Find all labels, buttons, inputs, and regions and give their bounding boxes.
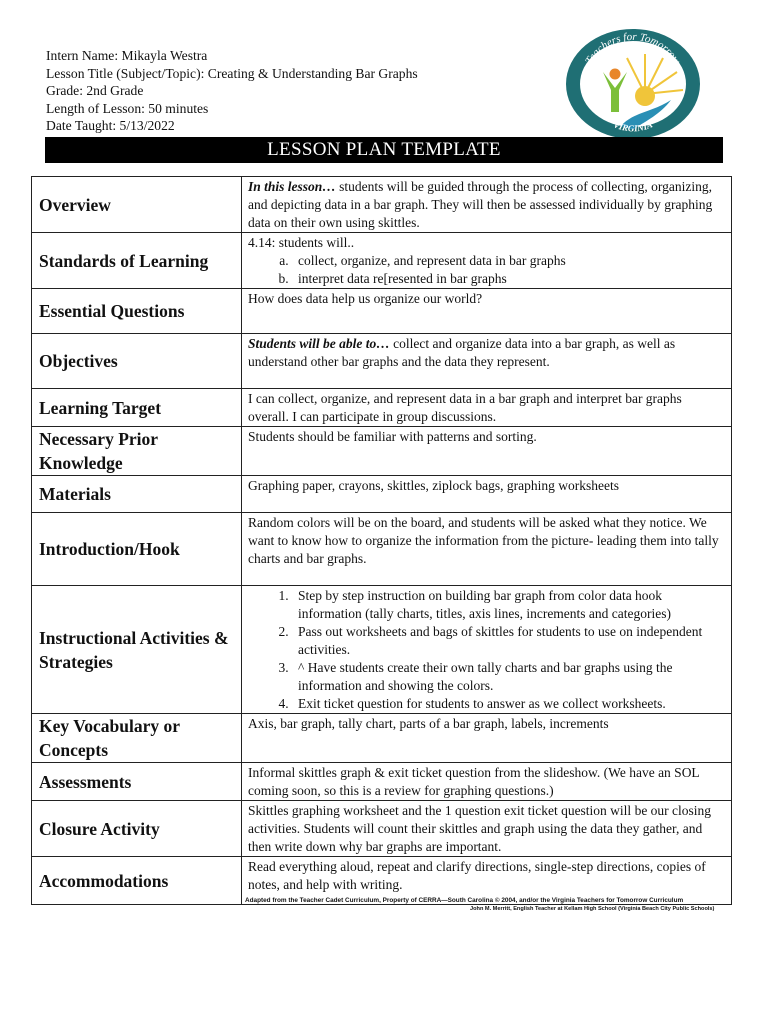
objectives-text: collect and organize data into a bar graph, as well as understand other bar graphs and the data they represent. bbox=[248, 336, 676, 369]
lesson-header bbox=[46, 47, 418, 135]
list-item: 3. ^ Have students create their own tally charts and bar graphs using the information and showing the colors. bbox=[292, 659, 725, 695]
essential-questions-label: Essential Questions bbox=[32, 289, 242, 334]
row-objectives bbox=[32, 334, 732, 389]
accommodations-text: Read everything aloud, repeat and clarify directions, single-step directions, copies of notes, and help with writing. bbox=[242, 857, 732, 905]
standards-list bbox=[248, 252, 725, 288]
row-assessments bbox=[32, 763, 732, 801]
intern-name: Intern Name: Mikayla Westra bbox=[46, 48, 208, 63]
page-title: LESSON PLAN TEMPLATE bbox=[45, 137, 723, 163]
row-closure bbox=[32, 801, 732, 857]
list-item: 1. Step by step instruction on building bar graph from color data hook information (tally charts, titles, axis lines, increments and categories) bbox=[292, 587, 725, 623]
footer-credit: John M. Merritt, English Teacher at Kellam High School (Virginia Beach City Public Schools) bbox=[470, 906, 715, 912]
prior-knowledge-label: Necessary Prior Knowledge bbox=[32, 427, 242, 476]
row-activities bbox=[32, 586, 732, 714]
objectives-label: Objectives bbox=[32, 334, 242, 389]
row-overview bbox=[32, 177, 732, 233]
activities-list bbox=[248, 587, 725, 713]
overview-label: Overview bbox=[32, 177, 242, 233]
row-standards bbox=[32, 233, 732, 289]
lesson-title: Lesson Title (Subject/Topic): Creating & Understanding Bar Graphs bbox=[46, 65, 418, 81]
learning-target-label: Learning Target bbox=[32, 389, 242, 427]
closure-label: Closure Activity bbox=[32, 801, 242, 857]
footer-attribution: Adapted from the Teacher Cadet Curriculum, Property of CERRA—South Carolina © 2004, and/or the Virginia Teachers for Tomorrow Curriculum bbox=[245, 897, 684, 904]
grade: Grade: 2nd Grade bbox=[46, 83, 144, 98]
standards-intro: 4.14: students will.. bbox=[248, 235, 355, 250]
teachers-for-tomorrow-logo bbox=[563, 26, 703, 142]
row-materials bbox=[32, 476, 732, 513]
list-item: b. interpret data re[resented in bar graphs bbox=[292, 270, 725, 288]
row-introduction bbox=[32, 513, 732, 586]
list-item: a. collect, organize, and represent data in bar graphs bbox=[292, 252, 725, 270]
overview-text: students will be guided through the process of collecting, organizing, and depicting data in a bar graph. They will then be assessed individually by graphing data on their own using skittles. bbox=[248, 179, 713, 230]
list-item: 2. Pass out worksheets and bags of skittles for students to use on independent activities. bbox=[292, 623, 725, 659]
introduction-label: Introduction/Hook bbox=[32, 513, 242, 586]
lesson-plan-table bbox=[31, 176, 732, 905]
activities-label: Instructional Activities & Strategies bbox=[32, 586, 242, 714]
standards-cell bbox=[242, 233, 732, 289]
closure-text: Skittles graphing worksheet and the 1 question exit ticket question will be our closing activities. Students will count their skittles and graph using the data they gather, and then write down why bar graphs are important. bbox=[242, 801, 732, 857]
assessments-text: Informal skittles graph & exit ticket question from the slideshow. (We have an SOL coming soon, so this is a review for graphing questions.) bbox=[242, 763, 732, 801]
materials-text: Graphing paper, crayons, skittles, ziplock bags, graphing worksheets bbox=[242, 476, 732, 513]
vocabulary-text: Axis, bar graph, tally chart, parts of a bar graph, labels, increments bbox=[242, 714, 732, 763]
lesson-length: Length of Lesson: 50 minutes bbox=[46, 100, 209, 116]
learning-target-text: I can collect, organize, and represent data in a bar graph and interpret bar graphs overall. I can participate in group discussions. bbox=[242, 389, 732, 427]
accommodations-label: Accommodations bbox=[32, 857, 242, 905]
vocabulary-label: Key Vocabulary or Concepts bbox=[32, 714, 242, 763]
activities-cell bbox=[242, 586, 732, 714]
overview-lead: In this lesson… bbox=[248, 179, 336, 194]
logo-top-text: Teachers for Tomorrow bbox=[583, 30, 683, 67]
date-taught: Date Taught: 5/13/2022 bbox=[46, 118, 175, 133]
row-essential-questions bbox=[32, 289, 732, 334]
objectives-cell bbox=[242, 334, 732, 389]
overview-cell bbox=[242, 177, 732, 233]
standards-label: Standards of Learning bbox=[32, 233, 242, 289]
objectives-lead: Students will be able to… bbox=[248, 336, 390, 351]
row-vocabulary bbox=[32, 714, 732, 763]
row-learning-target bbox=[32, 389, 732, 427]
assessments-label: Assessments bbox=[32, 763, 242, 801]
materials-label: Materials bbox=[32, 476, 242, 513]
essential-questions-text: How does data help us organize our world? bbox=[242, 289, 732, 334]
prior-knowledge-text: Students should be familiar with patterns and sorting. bbox=[242, 427, 732, 476]
list-item: 4. Exit ticket question for students to answer as we collect worksheets. bbox=[292, 695, 725, 713]
row-prior-knowledge bbox=[32, 427, 732, 476]
logo-bottom-text: VIRGINIA bbox=[612, 119, 654, 134]
introduction-text: Random colors will be on the board, and students will be asked what they notice. We want to know how to organize the information from the picture- leading them into tally charts and bar graphs. bbox=[242, 513, 732, 586]
